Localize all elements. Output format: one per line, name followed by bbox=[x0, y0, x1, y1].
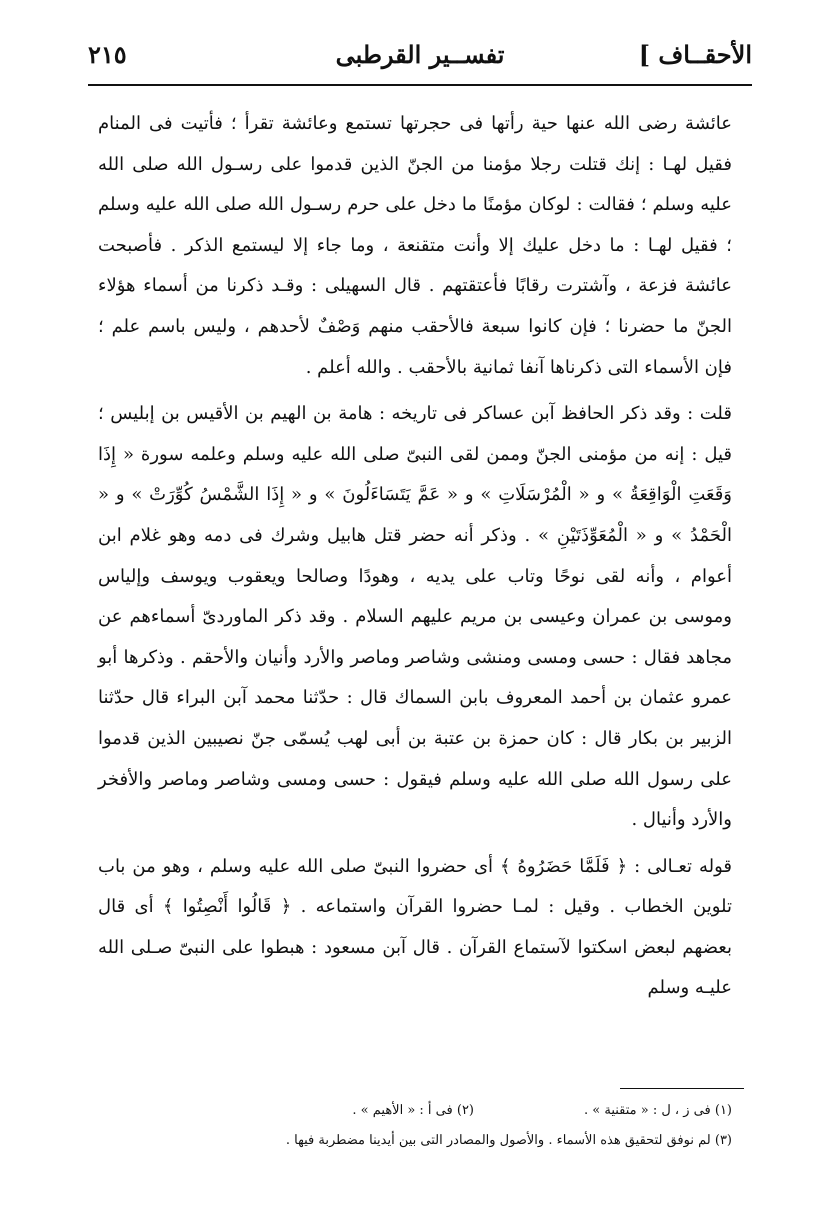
footnote-3: (٣) لم نوفق لتحقيق هذه الأسماء . والأصول والمصادر التى بين أيدينا مضطربة فيها . bbox=[285, 1133, 732, 1148]
page-number: ٢١٥ bbox=[88, 40, 127, 69]
book-title: تفســير القرطبى bbox=[335, 40, 505, 69]
header-rule bbox=[88, 84, 752, 86]
footnote-row-2 bbox=[160, 1126, 732, 1156]
footnote-row-1 bbox=[160, 1096, 732, 1126]
chapter-name: الأحقــاف ] bbox=[638, 40, 752, 69]
paragraph-1: عائشة رضى الله عنها حية رأتها فى حجرتها تستمع وعائشة تقرأ ؛ فأتيت فى المنام فقيل لهـا : إنك قتلت رجلا مؤمنا من الجنّ الذين قدموا على رسـول الله صلى الله عليه وسلم ؛ فقالت : لوكان مؤمنًا ما دخل على حرم رسـول الله صلى الله عليه وسلم ؛ فقيل لهـا : ما دخل عليك إلا وأنت متقنعة ، وما جاء إلا ليستمع الذكر . فأصبحت عائشة فزعة ، وآشترت رقابًا فأعتقتهم . قال السهيلى : وقـد ذكرنا من أسماء هؤلاء الجنّ ما حضرنا ؛ فإن كانوا سبعة فالأحقب منهم وَصْفٌ لأحدهم ، وليس باسم علم ؛ فإن الأسماء التى ذكرناها آنفا ثمانية بالأحقب . والله أعلم . bbox=[98, 113, 732, 378]
footnote-1: (١) فى ز ، ل : « متقنية » . bbox=[584, 1103, 732, 1118]
footnotes bbox=[160, 1096, 732, 1156]
paragraph-3: قوله تعـالى : ﴿ فَلَمَّا حَضَرُوهُ ﴾ أى حضروا النبىّ صلى الله عليه وسلم ، وهو من باب تلوين الخطاب . وقيل : لمـا حضروا القرآن واستماعه . ﴿ قَالُوا أَنْصِتُوا ﴾ أى قال بعضهم لبعض اسكتوا لآستماع القرآن . قال آبن مسعود : هبطوا على النبىّ صـلى الله عليـه وسلم bbox=[98, 855, 732, 999]
page-header bbox=[88, 30, 752, 86]
footnote-2: (٢) فى أ : « الأهيم » . bbox=[352, 1103, 474, 1118]
main-text bbox=[98, 104, 732, 1009]
paragraph-2: قلت : وقد ذكر الحافظ آبن عساكر فى تاريخه : هامة بن الهيم بن الأقيس بن إبليس ؛ قيل : إنه من مؤمنى الجنّ وممن لقى النبىّ صلى الله عليه وسلم وعلمه سورة « إِذَا وَقَعَتِ الْوَاقِعَةُ » و « الْمُرْسَلَاتِ » و « عَمَّ يَتَسَاءَلُونَ » و « إِذَا الشَّمْسُ كُوِّرَتْ » و « الْحَمْدُ » و « الْمُعَوِّذَتَيْنِ » . وذكر أنه حضر قتل هابيل وشرك فى دمه وهو غلام ابن أعوام ، وأنه لقى نوحًا وتاب على يديه ، وهودًا وصالحا ويعقوب ويوسف وإلياس وموسى بن عمران وعيسى بن مريم عليهم السلام . وقد ذكر الماوردىّ أسماءهم عن مجاهد فقال : حسى ومسى ومنشى وشاصر وماصر والأرد وأنيان والأحقم . وذكرها أبو عمرو عثمان بن أحمد المعروف بابن السماك قال : حدّثنا محمد آبن البراء قال حدّثنا الزبير بن بكار قال : كان حمزة بن عتبة بن أبى لهب يُسمّى جنّ نصيبين الذين قدموا على رسول الله صلى الله عليه وسلم فيقول : حسى ومسى وشاصر وماصر والأفخر والأرد وأنيال . bbox=[98, 403, 733, 831]
footnote-rule bbox=[620, 1088, 744, 1089]
